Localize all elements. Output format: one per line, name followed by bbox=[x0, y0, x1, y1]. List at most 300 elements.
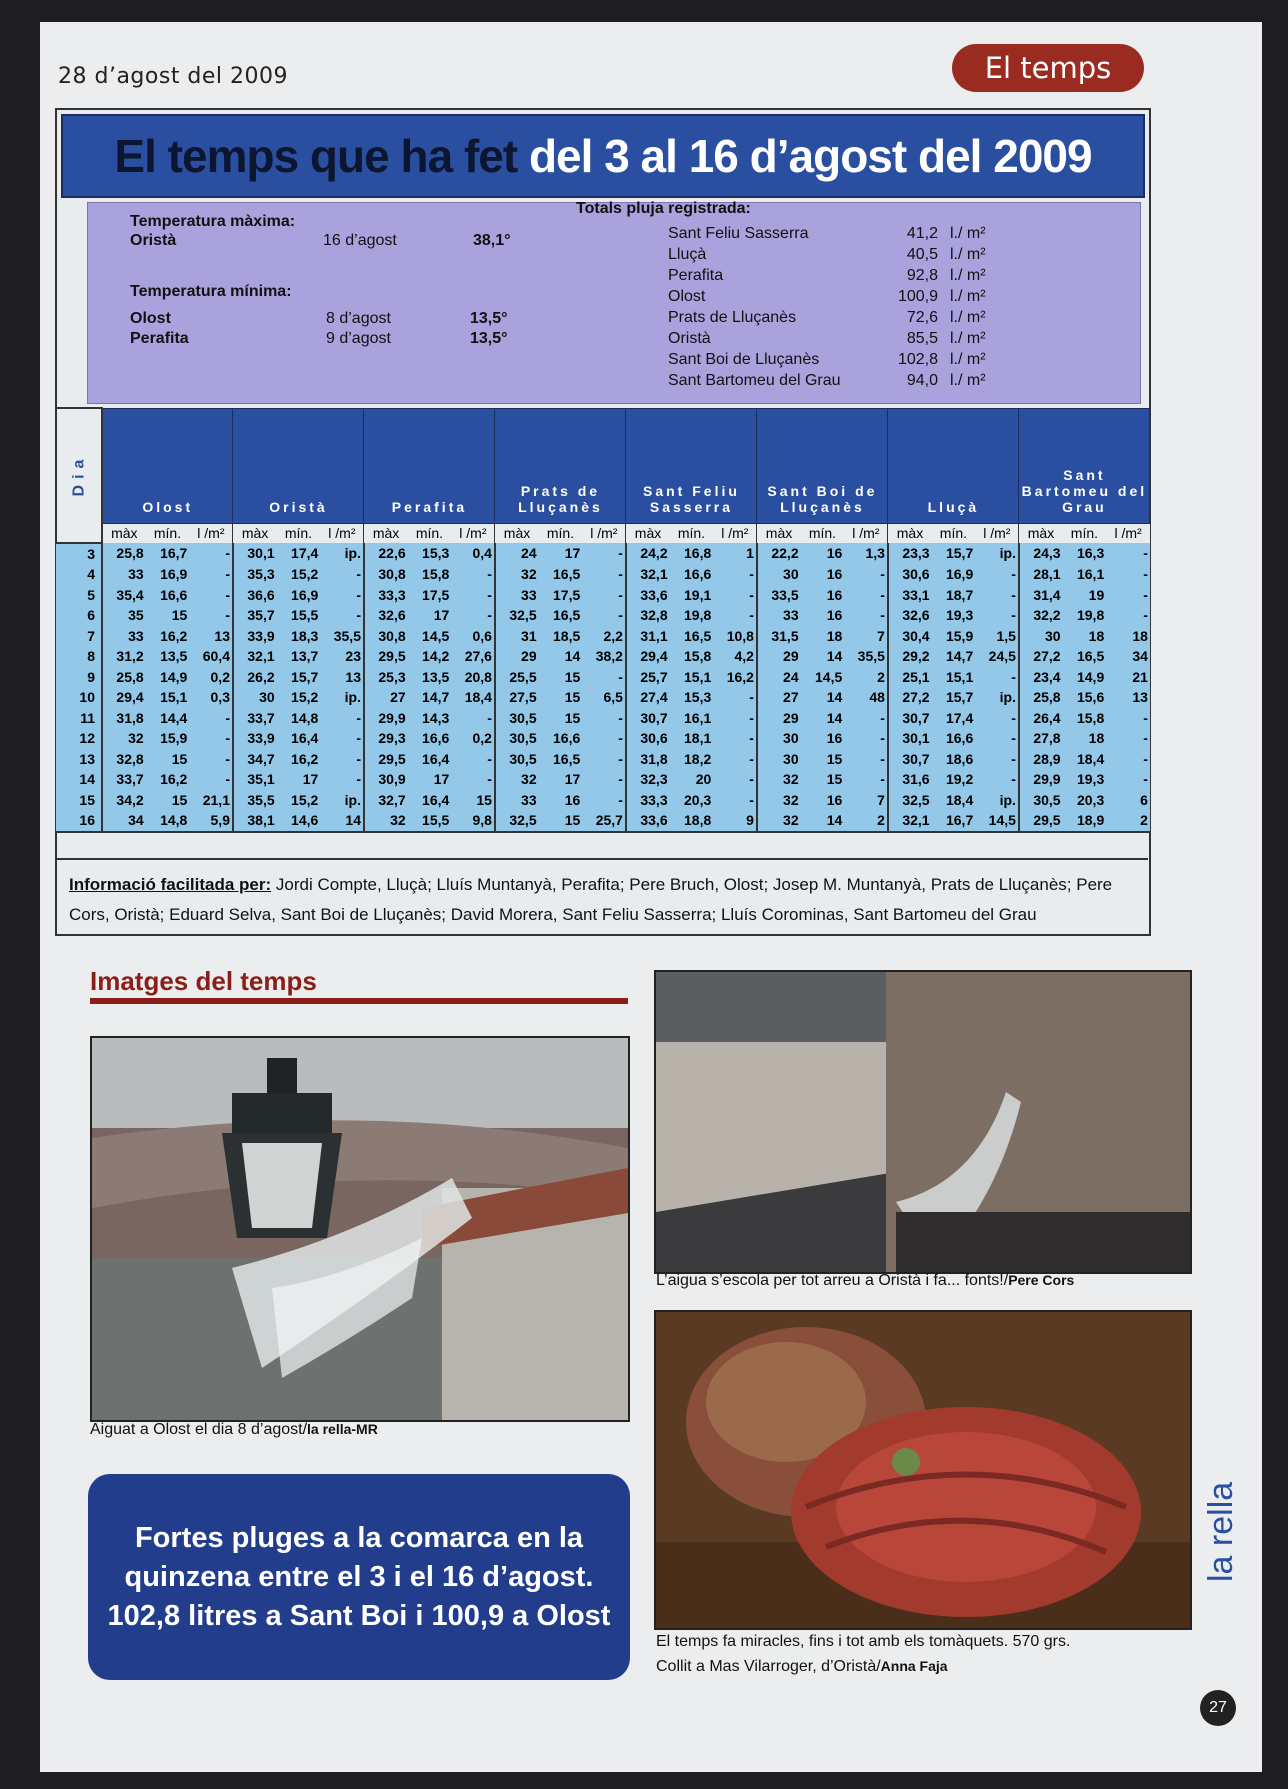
data-cell: 28,1 bbox=[1019, 564, 1063, 585]
data-cell: 30,6 bbox=[626, 728, 670, 749]
data-cell: 15 bbox=[146, 605, 190, 626]
data-cell: 6 bbox=[1106, 790, 1150, 811]
photo-water-fountain bbox=[654, 970, 1192, 1274]
rain-unit: l./ m² bbox=[950, 372, 986, 389]
report-title-part2: del 3 al 16 d’agost del 2009 bbox=[528, 130, 1092, 182]
min-temp-station: Olost bbox=[130, 310, 171, 327]
data-cell: - bbox=[975, 667, 1019, 688]
data-cell: 32,1 bbox=[233, 646, 277, 667]
min-temp-value: 13,5° bbox=[470, 310, 508, 327]
data-cell: 14,4 bbox=[146, 708, 190, 729]
data-cell: 24,3 bbox=[1019, 543, 1063, 565]
station-header: Prats de Lluçanès bbox=[495, 408, 626, 523]
data-cell: 14,6 bbox=[277, 810, 321, 832]
data-cell: ip. bbox=[320, 790, 364, 811]
data-cell: 9 bbox=[713, 810, 757, 832]
data-cell: - bbox=[320, 708, 364, 729]
data-cell: 16,5 bbox=[539, 749, 583, 770]
data-cell: 14,5 bbox=[801, 667, 845, 688]
data-cell: 6,5 bbox=[582, 687, 626, 708]
rain-row bbox=[668, 288, 1128, 309]
data-cell: 27,4 bbox=[626, 687, 670, 708]
column-subheader: l /m² bbox=[582, 523, 626, 543]
data-cell: 16 bbox=[801, 543, 845, 565]
data-cell: 17 bbox=[539, 543, 583, 565]
data-cell: 30,7 bbox=[888, 749, 932, 770]
data-cell: 32 bbox=[495, 769, 539, 790]
column-subheader: màx bbox=[364, 523, 408, 543]
data-cell: 35,5 bbox=[844, 646, 888, 667]
data-cell: 15 bbox=[146, 790, 190, 811]
data-cell: - bbox=[189, 564, 233, 585]
photo-street-lamp-rain bbox=[90, 1036, 630, 1422]
data-cell: - bbox=[1106, 564, 1150, 585]
data-cell: 31,8 bbox=[102, 708, 146, 729]
data-cell: 27,8 bbox=[1019, 728, 1063, 749]
data-cell: - bbox=[844, 749, 888, 770]
data-cell: 23 bbox=[320, 646, 364, 667]
data-cell: - bbox=[713, 749, 757, 770]
data-cell: 29 bbox=[757, 708, 801, 729]
data-cell: 16,4 bbox=[408, 749, 452, 770]
data-cell: - bbox=[451, 708, 495, 729]
data-cell: 35,4 bbox=[102, 585, 146, 606]
rain-totals-label: Totals pluja registrada: bbox=[576, 200, 751, 217]
day-cell: 16 bbox=[56, 810, 102, 832]
data-cell: 18,5 bbox=[539, 626, 583, 647]
rain-station: Prats de Lluçanès bbox=[668, 309, 797, 326]
station-header: Lluçà bbox=[888, 408, 1019, 523]
data-cell: 15,7 bbox=[277, 667, 321, 688]
column-subheader: mín. bbox=[801, 523, 845, 543]
data-cell: 15,7 bbox=[932, 543, 976, 565]
data-cell: 34,7 bbox=[233, 749, 277, 770]
data-cell: 18,4 bbox=[1063, 749, 1107, 770]
rain-row bbox=[668, 372, 1128, 393]
table-row bbox=[56, 810, 1150, 832]
data-cell: 32,1 bbox=[626, 564, 670, 585]
data-cell: - bbox=[844, 728, 888, 749]
data-cell: 15 bbox=[451, 790, 495, 811]
data-cell: 33,7 bbox=[102, 769, 146, 790]
data-cell: - bbox=[713, 790, 757, 811]
data-cell: - bbox=[975, 585, 1019, 606]
data-cell: 30,5 bbox=[495, 708, 539, 729]
data-cell: 14,7 bbox=[408, 687, 452, 708]
data-cell: 14 bbox=[801, 646, 845, 667]
data-cell: 33 bbox=[757, 605, 801, 626]
data-cell: 27,2 bbox=[1019, 646, 1063, 667]
data-cell: 16,2 bbox=[146, 626, 190, 647]
rain-station: Lluçà bbox=[668, 246, 707, 263]
data-cell: 14 bbox=[320, 810, 364, 832]
data-cell: 19,2 bbox=[932, 769, 976, 790]
data-cell: 31,4 bbox=[1019, 585, 1063, 606]
data-cell: 33 bbox=[495, 790, 539, 811]
data-cell: 25,8 bbox=[102, 667, 146, 688]
images-heading: Imatges del temps bbox=[90, 966, 317, 996]
column-subheader: màx bbox=[757, 523, 801, 543]
data-cell: 1 bbox=[713, 543, 757, 565]
data-cell: 0,4 bbox=[451, 543, 495, 565]
data-cell: 35,3 bbox=[233, 564, 277, 585]
data-cell: 24 bbox=[495, 543, 539, 565]
rain-unit: l./ m² bbox=[950, 246, 986, 263]
day-cell: 5 bbox=[56, 585, 102, 606]
data-cell: 29,5 bbox=[364, 749, 408, 770]
rain-row bbox=[668, 330, 1128, 351]
data-cell: - bbox=[975, 708, 1019, 729]
data-cell: - bbox=[844, 585, 888, 606]
day-cell: 15 bbox=[56, 790, 102, 811]
rain-value: 41,2 bbox=[906, 225, 938, 242]
data-cell: 2 bbox=[1106, 810, 1150, 832]
data-cell: 16,5 bbox=[539, 564, 583, 585]
data-cell: 14,2 bbox=[408, 646, 452, 667]
data-cell: - bbox=[189, 708, 233, 729]
data-cell: - bbox=[713, 708, 757, 729]
data-cell: 15,9 bbox=[932, 626, 976, 647]
data-cell: 21 bbox=[1106, 667, 1150, 688]
rain-station: Sant Feliu Sasserra bbox=[668, 225, 809, 242]
day-cell: 6 bbox=[56, 605, 102, 626]
data-cell: 20,3 bbox=[1063, 790, 1107, 811]
data-cell: 16 bbox=[539, 790, 583, 811]
report-title bbox=[61, 114, 1145, 198]
data-cell: 14,5 bbox=[408, 626, 452, 647]
data-cell: 29 bbox=[757, 646, 801, 667]
data-cell: 25,8 bbox=[1019, 687, 1063, 708]
data-cell: 16,2 bbox=[277, 749, 321, 770]
rain-unit: l./ m² bbox=[950, 309, 986, 326]
data-cell: 30,1 bbox=[233, 543, 277, 565]
data-cell: 16 bbox=[801, 585, 845, 606]
table-row bbox=[56, 667, 1150, 688]
data-cell: 19,1 bbox=[670, 585, 714, 606]
data-cell: 17 bbox=[408, 605, 452, 626]
data-cell: 15,3 bbox=[670, 687, 714, 708]
rain-unit: l./ m² bbox=[950, 351, 986, 368]
photo1-caption: Aiguat a Olost el dia 8 d’agost/la rella-MR bbox=[90, 1421, 378, 1438]
table-row bbox=[56, 769, 1150, 790]
data-cell: - bbox=[844, 769, 888, 790]
data-cell: 15,8 bbox=[1063, 708, 1107, 729]
table-row bbox=[56, 564, 1150, 585]
data-cell: 31,6 bbox=[888, 769, 932, 790]
column-subheader: màx bbox=[495, 523, 539, 543]
day-cell: 9 bbox=[56, 667, 102, 688]
data-cell: 32,8 bbox=[102, 749, 146, 770]
data-cell: - bbox=[320, 749, 364, 770]
data-cell: 16,1 bbox=[670, 708, 714, 729]
data-cell: 48 bbox=[844, 687, 888, 708]
data-cell: - bbox=[582, 790, 626, 811]
data-cell: 18,4 bbox=[932, 790, 976, 811]
data-cell: 20,8 bbox=[451, 667, 495, 688]
data-cell: ip. bbox=[320, 687, 364, 708]
data-cell: 35 bbox=[102, 605, 146, 626]
data-cell: - bbox=[975, 769, 1019, 790]
data-cell: 15 bbox=[146, 749, 190, 770]
data-cell: 9,8 bbox=[451, 810, 495, 832]
data-cell: 33 bbox=[102, 626, 146, 647]
data-cell: 23,3 bbox=[888, 543, 932, 565]
weather-report-panel bbox=[55, 108, 1151, 936]
data-cell: 33,6 bbox=[626, 810, 670, 832]
data-cell: 33,9 bbox=[233, 728, 277, 749]
column-subheader: l /m² bbox=[975, 523, 1019, 543]
data-cell: 19,3 bbox=[1063, 769, 1107, 790]
data-cell: 31 bbox=[495, 626, 539, 647]
data-cell: 18,8 bbox=[670, 810, 714, 832]
data-cell: 30,7 bbox=[626, 708, 670, 729]
data-cell: 33,5 bbox=[757, 585, 801, 606]
day-cell: 4 bbox=[56, 564, 102, 585]
data-cell: 15,1 bbox=[146, 687, 190, 708]
data-cell: 15,7 bbox=[932, 687, 976, 708]
data-cell: 2 bbox=[844, 810, 888, 832]
data-cell: - bbox=[1106, 749, 1150, 770]
data-cell: 16,6 bbox=[670, 564, 714, 585]
data-cell: - bbox=[320, 605, 364, 626]
day-cell: 13 bbox=[56, 749, 102, 770]
data-cell: 26,2 bbox=[233, 667, 277, 688]
data-cell: 14 bbox=[539, 646, 583, 667]
data-cell: - bbox=[189, 605, 233, 626]
data-cell: - bbox=[975, 564, 1019, 585]
data-cell: 19,3 bbox=[932, 605, 976, 626]
data-cell: 35,5 bbox=[320, 626, 364, 647]
station-header: Perafita bbox=[364, 408, 495, 523]
data-cell: 15,8 bbox=[670, 646, 714, 667]
data-cell: 16,2 bbox=[713, 667, 757, 688]
data-cell: 16,6 bbox=[146, 585, 190, 606]
rain-value: 94,0 bbox=[906, 372, 938, 389]
data-cell: 33,6 bbox=[626, 585, 670, 606]
rain-station: Oristà bbox=[668, 330, 711, 347]
data-cell: 18,3 bbox=[277, 626, 321, 647]
day-column-header: Dia bbox=[56, 408, 102, 543]
data-cell: 14,5 bbox=[975, 810, 1019, 832]
data-cell: - bbox=[1106, 605, 1150, 626]
column-subheader: mín. bbox=[408, 523, 452, 543]
data-cell: - bbox=[189, 769, 233, 790]
min-temp-station: Perafita bbox=[130, 330, 189, 347]
column-subheader: mín. bbox=[539, 523, 583, 543]
data-cell: - bbox=[1106, 585, 1150, 606]
callout-box bbox=[88, 1474, 630, 1680]
data-cell: 15,1 bbox=[670, 667, 714, 688]
column-subheader: mín. bbox=[932, 523, 976, 543]
data-cell: 13 bbox=[1106, 687, 1150, 708]
rain-unit: l./ m² bbox=[950, 330, 986, 347]
data-cell: 22,6 bbox=[364, 543, 408, 565]
data-cell: - bbox=[320, 769, 364, 790]
station-header: Sant Bartomeu del Grau bbox=[1019, 408, 1150, 523]
data-cell: 32 bbox=[757, 769, 801, 790]
data-cell: 15,8 bbox=[408, 564, 452, 585]
data-cell: - bbox=[975, 605, 1019, 626]
data-cell: 16,7 bbox=[146, 543, 190, 565]
rain-station: Olost bbox=[668, 288, 706, 305]
data-cell: 29,2 bbox=[888, 646, 932, 667]
data-cell: 38,1 bbox=[233, 810, 277, 832]
data-cell: 21,1 bbox=[189, 790, 233, 811]
data-cell: 17 bbox=[408, 769, 452, 790]
table-row bbox=[56, 790, 1150, 811]
data-cell: 34 bbox=[1106, 646, 1150, 667]
data-cell: 15,5 bbox=[408, 810, 452, 832]
column-subheader: màx bbox=[1019, 523, 1063, 543]
data-cell: 20,3 bbox=[670, 790, 714, 811]
data-cell: 27,2 bbox=[888, 687, 932, 708]
data-cell: 30,8 bbox=[364, 626, 408, 647]
magazine-name: la rella bbox=[1202, 1481, 1240, 1582]
credits-label: Informació facilitada per: bbox=[69, 875, 272, 894]
data-cell: 24,5 bbox=[975, 646, 1019, 667]
data-cell: 19,8 bbox=[670, 605, 714, 626]
data-cell: 32,2 bbox=[1019, 605, 1063, 626]
data-cell: 32,3 bbox=[626, 769, 670, 790]
data-cell: - bbox=[582, 564, 626, 585]
column-subheader: l /m² bbox=[189, 523, 233, 543]
data-cell: 16 bbox=[801, 564, 845, 585]
data-cell: - bbox=[844, 605, 888, 626]
data-cell: - bbox=[582, 667, 626, 688]
data-cell: 14 bbox=[801, 687, 845, 708]
data-cell: 25,7 bbox=[626, 667, 670, 688]
data-cell: 16,9 bbox=[146, 564, 190, 585]
column-subheader: l /m² bbox=[451, 523, 495, 543]
data-cell: 15,3 bbox=[408, 543, 452, 565]
data-cell: 18,6 bbox=[932, 749, 976, 770]
station-header: Sant Boi de Lluçanès bbox=[757, 408, 888, 523]
table-row bbox=[56, 605, 1150, 626]
data-cell: - bbox=[713, 585, 757, 606]
data-cell: 16,4 bbox=[408, 790, 452, 811]
data-cell: 29,5 bbox=[364, 646, 408, 667]
data-cell: ip. bbox=[320, 543, 364, 565]
rain-value: 40,5 bbox=[906, 246, 938, 263]
data-cell: 30 bbox=[1019, 626, 1063, 647]
data-cell: 29,5 bbox=[1019, 810, 1063, 832]
data-cell: 16,3 bbox=[1063, 543, 1107, 565]
data-cell: 31,5 bbox=[757, 626, 801, 647]
rain-station: Sant Boi de Lluçanès bbox=[668, 351, 820, 368]
max-temp-date: 16 d’agost bbox=[323, 232, 397, 249]
data-cell: - bbox=[975, 728, 1019, 749]
rain-unit: l./ m² bbox=[950, 267, 986, 284]
data-cell: 29,9 bbox=[364, 708, 408, 729]
data-cell: - bbox=[713, 564, 757, 585]
data-cell: 32,5 bbox=[495, 605, 539, 626]
station-header: Oristà bbox=[233, 408, 364, 523]
data-cell: 23,4 bbox=[1019, 667, 1063, 688]
data-cell: 16,5 bbox=[1063, 646, 1107, 667]
data-cell: ip. bbox=[975, 790, 1019, 811]
data-cell: - bbox=[451, 585, 495, 606]
data-cell: 26,4 bbox=[1019, 708, 1063, 729]
table-row bbox=[56, 646, 1150, 667]
data-cell: 30 bbox=[757, 749, 801, 770]
data-cell: 16,4 bbox=[277, 728, 321, 749]
data-cell: 16,9 bbox=[932, 564, 976, 585]
data-cell: 27 bbox=[757, 687, 801, 708]
data-cell: 29,4 bbox=[102, 687, 146, 708]
data-cell: - bbox=[582, 605, 626, 626]
data-cell: 16,8 bbox=[670, 543, 714, 565]
min-temp-label: Temperatura mínima: bbox=[130, 283, 292, 300]
rain-station: Sant Bartomeu del Grau bbox=[668, 372, 841, 389]
data-cell: 15,2 bbox=[277, 564, 321, 585]
photo3-caption: El temps fa miracles, fins i tot amb els tomàquets. 570 grs. Collit a Mas Vilarroger, d’Oristà/Anna Faja bbox=[656, 1633, 1071, 1675]
data-cell: 18,4 bbox=[451, 687, 495, 708]
data-cell: 15,6 bbox=[1063, 687, 1107, 708]
data-cell: 16,2 bbox=[146, 769, 190, 790]
data-cell: 18,2 bbox=[670, 749, 714, 770]
data-cell: 2 bbox=[844, 667, 888, 688]
photo-giant-tomato bbox=[654, 1310, 1192, 1630]
data-cell: 33,3 bbox=[626, 790, 670, 811]
data-cell: 16,5 bbox=[539, 605, 583, 626]
column-subheader: l /m² bbox=[713, 523, 757, 543]
data-cell: 7 bbox=[844, 626, 888, 647]
data-cell: - bbox=[189, 728, 233, 749]
column-subheader: màx bbox=[233, 523, 277, 543]
data-cell: 15 bbox=[539, 687, 583, 708]
data-cell: 15 bbox=[801, 749, 845, 770]
daily-weather-table bbox=[55, 407, 1150, 833]
data-cell: 32,6 bbox=[364, 605, 408, 626]
data-cell: - bbox=[582, 708, 626, 729]
data-cell: 17,4 bbox=[277, 543, 321, 565]
data-cell: 30,6 bbox=[888, 564, 932, 585]
data-cell: - bbox=[713, 687, 757, 708]
data-cell: 14,8 bbox=[277, 708, 321, 729]
column-subheader: mín. bbox=[670, 523, 714, 543]
data-cell: 32 bbox=[757, 810, 801, 832]
data-cell: - bbox=[451, 564, 495, 585]
data-cell: - bbox=[582, 543, 626, 565]
table-row bbox=[56, 626, 1150, 647]
data-cell: - bbox=[713, 728, 757, 749]
column-subheader: màx bbox=[102, 523, 146, 543]
issue-date: 28 d’agost del 2009 bbox=[58, 64, 289, 89]
data-cell: 20 bbox=[670, 769, 714, 790]
section-badge: El temps bbox=[952, 44, 1144, 92]
table-row bbox=[56, 585, 1150, 606]
data-cell: 18,9 bbox=[1063, 810, 1107, 832]
data-cell: 17,5 bbox=[408, 585, 452, 606]
data-cell: 29,4 bbox=[626, 646, 670, 667]
data-cell: 18 bbox=[1063, 626, 1107, 647]
data-cell: 32,7 bbox=[364, 790, 408, 811]
data-cell: 27 bbox=[364, 687, 408, 708]
photo2-caption: L’aigua s’escola per tot arreu a Oristà i fa... fonts!/Pere Cors bbox=[656, 1272, 1075, 1289]
data-cell: 25,5 bbox=[495, 667, 539, 688]
data-cell: 14,9 bbox=[1063, 667, 1107, 688]
rain-row bbox=[668, 351, 1128, 372]
images-heading-rule bbox=[90, 998, 628, 1004]
lamp-rain-image bbox=[92, 1038, 628, 1420]
rain-value: 85,5 bbox=[906, 330, 938, 347]
rain-row bbox=[668, 267, 1128, 288]
data-cell: - bbox=[189, 749, 233, 770]
data-cell: 15 bbox=[539, 708, 583, 729]
data-cell: 14,8 bbox=[146, 810, 190, 832]
data-cell: 32,1 bbox=[888, 810, 932, 832]
data-cell: 29 bbox=[495, 646, 539, 667]
